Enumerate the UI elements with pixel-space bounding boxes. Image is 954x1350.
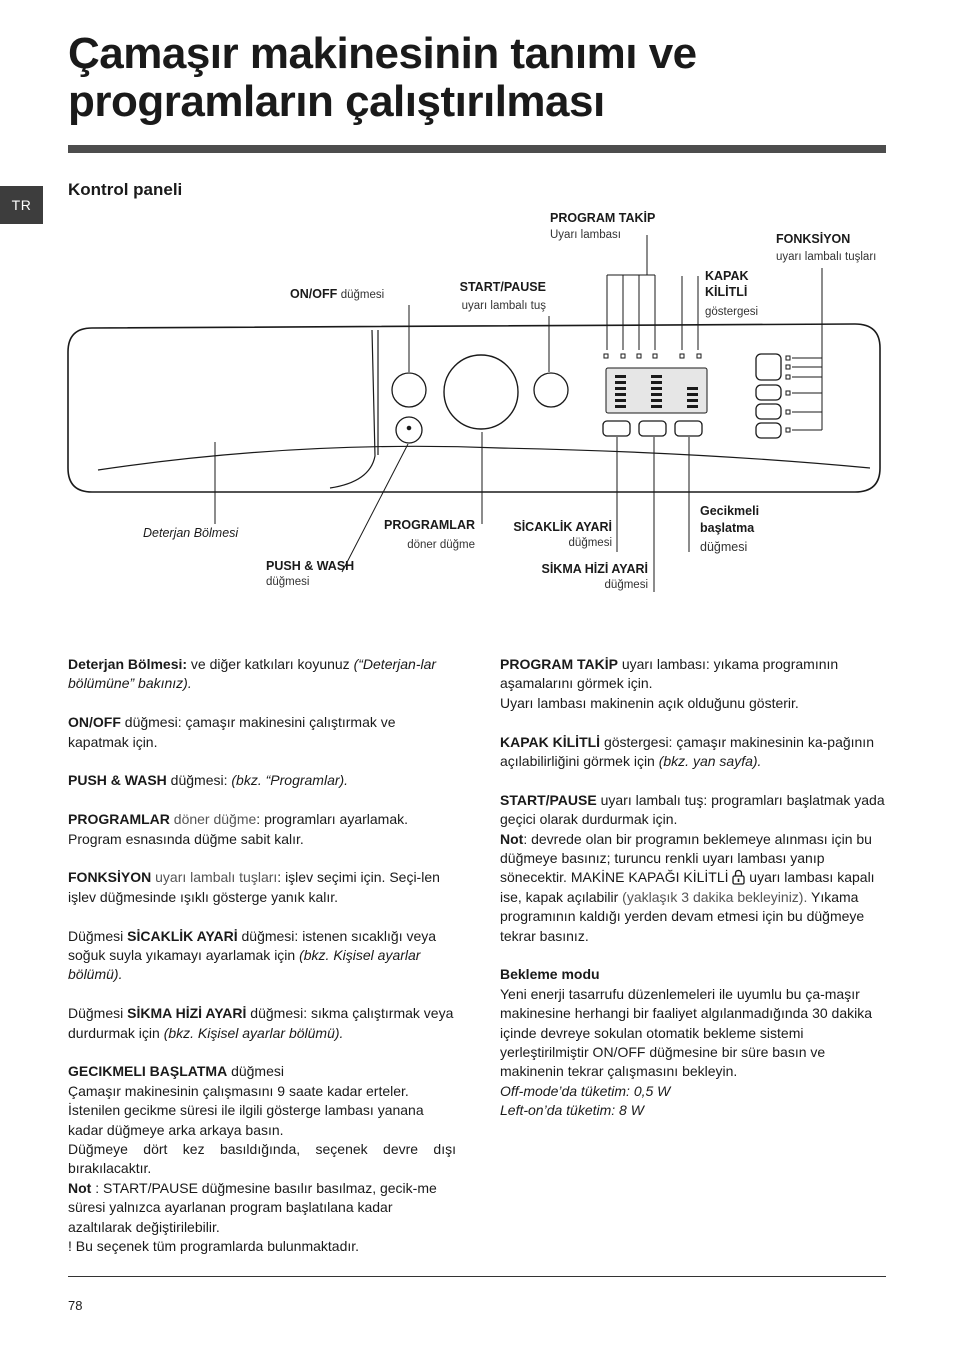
paragraph-push-wash: PUSH & WASH düğmesi: (bkz. “Programlar).	[68, 772, 349, 789]
paragraph-off-mode: Off-mode’da tüketim: 0,5 W	[500, 1082, 671, 1099]
label-start-pause-sub: uyarı lambalı tuş	[461, 300, 546, 312]
label-program-takip-sub: Uyarı lambası	[550, 229, 621, 241]
paragraph-gecikmeli-1: Çamaşır makinesinin çalışmasını 9 saate kadar erteler. İstenilen gecikme süresi ile ilgili gösterge lambası yanana kadar düğmeye arka arkaya basın.	[68, 1082, 424, 1138]
label-baslatma: başlatma	[700, 521, 755, 535]
title-rule	[68, 145, 886, 153]
label-sikma-sub: düğmesi	[604, 579, 648, 591]
label-kilitli: KİLİTLİ	[705, 285, 748, 299]
onoff-knob	[392, 373, 426, 407]
label-deterjan: Deterjan Bölmesi	[143, 526, 239, 540]
label-kapak-sub: göstergesi	[705, 306, 759, 318]
page-title	[68, 30, 908, 126]
paragraph-kapak-kilitli: KAPAK KİLİTLİ göstergesi: çamaşır makinesinin ka-pağının açılabilirliğini görmek için (bkz. yan sayfa).	[500, 733, 874, 770]
label-kapak: KAPAK	[705, 269, 749, 283]
program-dial	[444, 355, 518, 429]
function-button-1	[756, 354, 781, 380]
section-title: Kontrol paneli	[68, 180, 183, 199]
lock-icon	[732, 869, 745, 885]
label-gecikmeli: Gecikmeli	[700, 504, 760, 518]
detergent-drawer-edge	[330, 330, 375, 488]
footer-rule	[68, 1276, 886, 1277]
page-number: 78	[68, 1298, 83, 1313]
paragraph-fonksiyon: FONKSİYON uyarı lambalı tuşları: işlev seçimi için. Seçi-len işlev düğmesinde ışıklı gösterge yanık kalır.	[68, 869, 440, 905]
label-programlar-sub: döner düğme	[407, 539, 475, 551]
paragraph-sicaklik: Düğmesi SİCAKLİK AYARİ düğmesi: istenen sıcaklığı veya soğuk suyla yıkamayı ayarlamak için (bkz. Kişisel ayarlar bölümü).	[68, 927, 437, 983]
label-start-pause: START/PAUSE	[459, 280, 546, 294]
paragraph-start-pause: START/PAUSE uyarı lambalı tuş: programları başlatmak yada geçici olarak durdurmak için. Not: devrede olan bir programın beklemeye alınması için bu düğmeye basınız; turuncu renkli uyarı lambası yanıp sönecektir. MAKİNE KAPAĞI KİLİTLİ uyarı lambası kapalı ise, kapak açılabilir (yaklaşık 3 dakika bekleyiniz). Yıkama programının kaldığı yerden devam etmesi için bu düğmeye tekrar basınız.	[500, 791, 885, 944]
label-push-wash: PUSH & WASH	[266, 559, 355, 573]
paragraph-gecikmeli-2: Düğmeye dört kez basıldığında, seçenek devre dışı bırakılacaktır.	[68, 1141, 456, 1177]
label-fonksiyon-sub: uyarı lambalı tuşları	[776, 251, 877, 263]
paragraph-gecikmeli-warning: ! Bu seçenek tüm programlarda bulunmaktadır.	[68, 1238, 360, 1255]
temperature-button	[603, 421, 630, 436]
left-column	[68, 655, 456, 1256]
paragraph-deterjan: Deterjan Bölmesi: ve diğer katkıları koyunuz (“Deterjan-lar bölümüne” bakınız).	[68, 656, 437, 692]
label-program-takip: PROGRAM TAKİP	[550, 211, 656, 225]
paragraph-programlar: PROGRAMLAR döner düğme: programları ayarlamak. Program esnasında düğme sabit kalır.	[68, 811, 409, 847]
label-gecikmeli-sub: düğmesi	[700, 540, 748, 554]
paragraph-left-on: Left-on’da tüketim: 8 W	[500, 1102, 644, 1119]
panel-bottom-curve	[98, 446, 870, 470]
paragraph-program-takip: PROGRAM TAKİP uyarı lambası: yıkama programının aşamalarını görmek için. Uyarı lambası makinenin açık olduğunu gösterir.	[500, 656, 839, 711]
label-onoff: ON/OFF düğmesi	[290, 287, 385, 301]
label-fonksiyon: FONKSİYON	[776, 232, 851, 246]
title-line-1: Çamaşır makinesinin tanımı ve	[68, 29, 697, 78]
panel-outline	[68, 324, 880, 492]
paragraph-sikma: Düğmesi SİKMA HİZİ AYARİ düğmesi: sıkma çalıştırmak veya durdurmak için (bkz. Kişisel ayarlar bölümü).	[68, 1005, 454, 1041]
language-tab: TR	[0, 186, 43, 224]
paragraph-gecikmeli-note: Not : START/PAUSE düğmesine basılır basılmaz, gecik-me süresi yalnızca ayarlanan program başlatılana kadar azaltılarak değiştirilebilir.	[68, 1179, 437, 1235]
label-sicaklik-sub: düğmesi	[568, 537, 612, 549]
title-line-2: programların çalıştırılması	[68, 77, 605, 126]
right-column	[500, 655, 888, 1121]
paragraph-onoff: ON/OFF düğmesi: çamaşır makinesini çalıştırmak ve kapatmak için.	[68, 714, 396, 750]
spin-button	[639, 421, 666, 436]
delay-button	[675, 421, 702, 436]
label-onoff-sub: düğmesi	[340, 289, 385, 301]
start-pause-knob	[534, 373, 568, 407]
paragraph-bekleme-heading: Bekleme modu	[500, 966, 600, 983]
paragraph-bekleme: Yeni enerji tasarrufu düzenlemeleri ile uyumlu bu ça-maşır makinesine herhangi bir faaliyet algılanmadığında 30 dakika içinde devreye sokulan otomatik bekleme sistemi yerleştirilmiştir ON/OFF düğmesine bir süre basın ve makinenin tekrar çalışmasını bekleyin.	[500, 985, 873, 1080]
label-programlar: PROGRAMLAR	[384, 518, 475, 532]
paragraph-gecikmeli-heading: GECIKMELI BAŞLATMA düğmesi	[68, 1063, 284, 1080]
label-push-wash-sub: düğmesi	[266, 576, 310, 588]
label-sikma: SİKMA HİZİ AYARİ	[541, 562, 648, 576]
label-sicaklik: SİCAKLİK AYARİ	[513, 520, 612, 534]
